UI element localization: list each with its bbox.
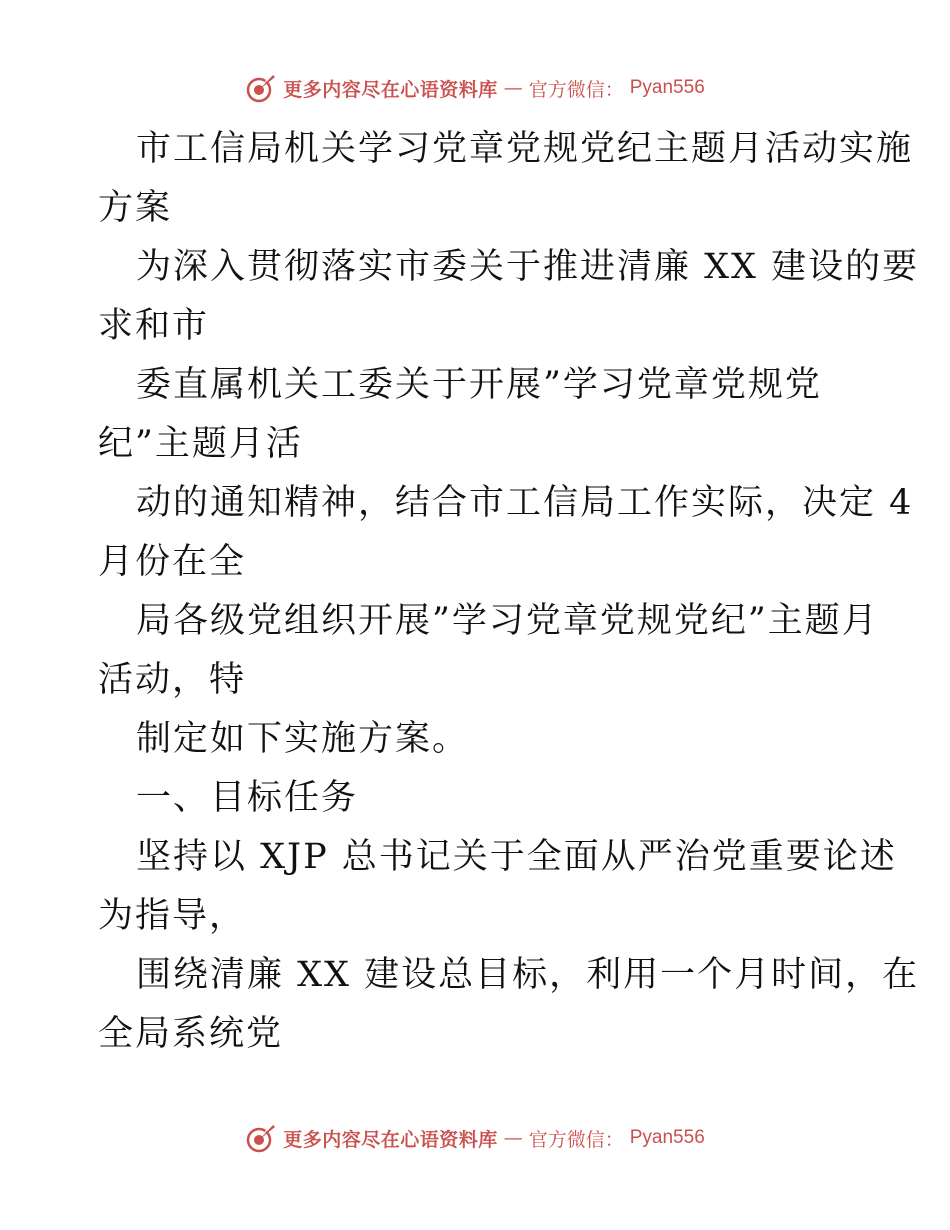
paragraph-line: 活动，特 [98, 660, 247, 700]
paragraph-line: 动的通知精神，结合市工信局工作实际，决定 4 [136, 483, 914, 523]
paragraph-line: 围绕清廉 XX 建设总目标，利用一个月时间，在 [136, 955, 920, 995]
paragraph-line: 全局系统党 [98, 1014, 284, 1054]
header-dash: — [503, 77, 523, 99]
header-wechat-handle: Pyan556 [629, 77, 705, 98]
title-line-2: 方案 [98, 188, 173, 228]
title-line-1: 市工信局机关学习党章党规党纪主题月活动实施 [136, 129, 914, 169]
header-promo-text: 更多内容尽在心语资料库 [283, 78, 498, 101]
paragraph-line: 局各级党组织开展”学习党章党规党纪”主题月 [136, 601, 879, 641]
footer-wechat-handle: Pyan556 [629, 1127, 705, 1148]
paragraph-line: 委直属机关工委关于开展”学习党章党规党 [136, 365, 822, 405]
footer-dash: — [503, 1127, 523, 1149]
header-banner [0, 72, 950, 104]
paragraph-line: 纪”主题月活 [98, 424, 303, 464]
quill-seal-icon [245, 1122, 277, 1154]
footer-banner [0, 1122, 950, 1154]
document-body [98, 120, 920, 1064]
paragraph-line: 为深入贯彻落实市委关于推进清廉 XX 建设的要 [136, 247, 920, 287]
paragraph-line: 为指导， [98, 896, 247, 936]
section-heading: 一、目标任务 [136, 778, 359, 818]
footer-wechat-label: 官方微信： [528, 1128, 624, 1151]
paragraph-line: 月份在全 [98, 542, 247, 582]
footer-promo-text: 更多内容尽在心语资料库 [283, 1128, 498, 1151]
header-wechat-label: 官方微信： [528, 78, 624, 101]
quill-seal-icon [245, 72, 277, 104]
paragraph-line: 坚持以 XJP 总书记关于全面从严治党重要论述 [136, 837, 897, 877]
paragraph-line: 求和市 [98, 306, 210, 346]
paragraph-line: 制定如下实施方案。 [136, 719, 470, 759]
